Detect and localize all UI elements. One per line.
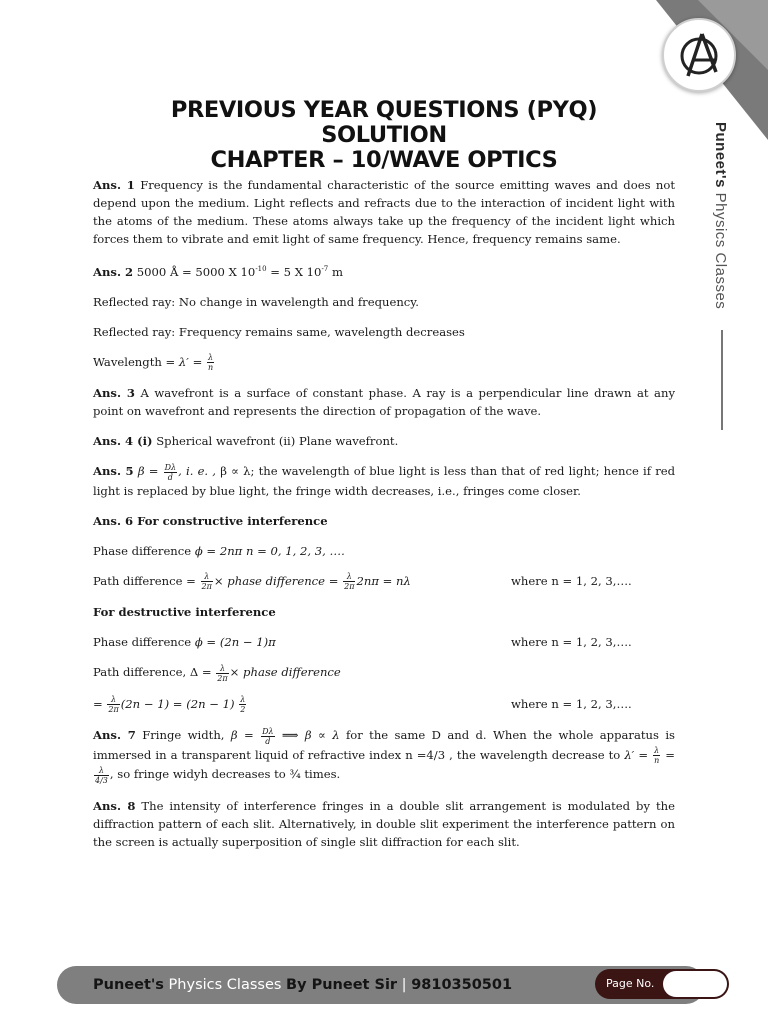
answer-3-text: A wavefront is a surface of constant phase. A ray is a perpendicular line drawn at any point on wavefront and represents the direction of propagation of the wave. <box>93 386 675 419</box>
answer-4-label: Ans. 4 (i) <box>93 434 153 449</box>
math: ϕ = (2n − 1)π <box>194 635 276 650</box>
wavelength-label: Wavelength = <box>93 354 179 369</box>
answer-4-text: Spherical wavefront (ii) Plane wavefront. <box>156 434 399 449</box>
answer-7-label: Ans. 7 <box>93 728 136 743</box>
answer-6-label: Ans. 6 For constructive interference <box>93 513 328 528</box>
title-line-3: CHAPTER – 10/WAVE OPTICS <box>210 147 558 173</box>
answer-2-text: = 5 X 10 <box>266 264 322 279</box>
where-note: where n = 1, 2, 3,…. <box>511 573 632 588</box>
fraction: $\frac{\lambda}{2\pi}$ <box>201 572 212 592</box>
page-number-label: Page No. <box>606 977 655 990</box>
fraction: $\frac{\lambda}{2\pi}$ <box>108 695 119 715</box>
footer-phone: 9810350501 <box>411 977 513 993</box>
answer-4 <box>93 432 675 450</box>
footer-separator: | <box>397 977 412 993</box>
logo-a-icon <box>664 20 734 90</box>
footer-brand-name: Puneet's <box>93 977 164 993</box>
math: λ′ = <box>178 354 206 369</box>
page-number-badge <box>595 969 729 999</box>
phase-difference-constructive: Phase difference ϕ = 2nπ n = 0, 1, 2, 3, …. <box>93 543 345 558</box>
answer-7: Ans. 7 Fringe width, β = $\frac{D\lambda}{d}$ ⟹ β ∝ λ for the same D and d. When the whole apparatus is immersed in a transparent liquid of refractive index n =4/3 , the wavelength decrease to λ′ = $\frac{\lambda}{n}$ = $\frac{\lambda}{4/3}$ , so fringe widyh decreases to ¾ times. <box>93 726 676 785</box>
side-brand-name: Puneet's <box>712 122 729 188</box>
answer-8-label: Ans. 8 <box>93 798 136 813</box>
path-difference-destructive: Path difference, Δ = $\frac{\lambda}{2\pi}$ × phase difference <box>93 663 341 683</box>
fraction: $\frac{\lambda}{n}$ <box>654 746 660 766</box>
title-line-2: SOLUTION <box>321 122 447 148</box>
answer-2-line-4 <box>93 353 675 373</box>
answer-8 <box>93 797 675 851</box>
exponent: -7 <box>321 265 329 273</box>
answer-list <box>93 176 675 863</box>
answer-2-label: Ans. 2 <box>93 264 134 279</box>
exponent: -10 <box>255 265 267 273</box>
answer-2-text: 5000 Å = 5000 X 10 <box>136 264 256 279</box>
phase-difference-destructive: Phase difference ϕ = (2n − 1)π where n = 1, 2, 3,…. <box>93 635 632 650</box>
math: , i. e. , <box>178 464 216 479</box>
math: ϕ = 2nπ n = 0, 1, 2, 3, …. <box>194 543 345 558</box>
answer-2-line-3: Reflected ray: Frequency remains same, wavelength decreases <box>93 324 465 339</box>
answer-8-text: The intensity of interference fringes in a double slit arrangement is modulated by the diffraction pattern of each slit. Alternatively, in double slit experiment the interference pattern on the screen is actually superposition of single slit diffraction for each slit. <box>93 798 675 849</box>
math: β = <box>137 464 163 479</box>
path-difference-constructive: Path difference = $\frac{\lambda}{2\pi}$ × phase difference = $\frac{\lambda}{2\pi}$ 2nπ = nλ where n = 1, 2, 3,…. <box>93 572 632 592</box>
fraction: $\frac{D\lambda}{d}$ <box>262 726 274 746</box>
page-number-box <box>663 971 727 997</box>
answer-3 <box>93 384 675 420</box>
fraction: $\frac{\lambda}{n}$ <box>207 353 214 373</box>
answer-1-label: Ans. 1 <box>93 178 135 192</box>
where-note: where n = 1, 2, 3,…. <box>511 696 632 711</box>
title-line-1: PREVIOUS YEAR QUESTIONS (PYQ) <box>170 97 598 123</box>
footer-author: By Puneet Sir <box>286 977 398 993</box>
page-title <box>0 98 768 173</box>
side-divider <box>721 330 723 430</box>
destructive-heading: For destructive interference <box>93 605 276 620</box>
answer-2-text: m <box>328 264 343 279</box>
fraction: $\frac{\lambda}{4/3}$ <box>95 765 108 785</box>
answer-2-line-2: Reflected ray: No change in wavelength and frequency. <box>93 294 419 309</box>
answer-5-label: Ans. 5 <box>93 464 134 479</box>
answer-1 <box>93 176 675 248</box>
answer-5 <box>93 462 675 500</box>
destructive-equation: = $\frac{\lambda}{2\pi}$ (2n − 1) = (2n − 1) $\frac{\lambda}{2}$ where n = 1, 2, 3,…. <box>93 695 632 715</box>
answer-2 <box>93 260 675 281</box>
side-brand-rest: Physics Classes <box>712 192 729 310</box>
answer-5-text: β ∝ λ; the wavelength of blue light is less than that of red light; hence if red light is replaced by blue light, the fringe width decreases, i.e., fringes come closer. <box>93 464 676 498</box>
fraction: $\frac{\lambda}{2\pi}$ <box>344 572 355 592</box>
fraction: $\frac{D\lambda}{d}$ <box>164 462 177 482</box>
brand-logo <box>662 18 736 92</box>
answer-3-label: Ans. 3 <box>93 386 135 401</box>
fraction: $\frac{\lambda}{2}$ <box>240 695 246 715</box>
fraction: $\frac{\lambda}{2\pi}$ <box>217 663 228 683</box>
where-note: where n = 1, 2, 3,…. <box>511 635 632 650</box>
answer-1-text: Frequency is the fundamental characteristic of the source emitting waves and does not depend upon the medium. Light reflects and refracts due to the interaction of incident light with the atoms of the medium. These atoms always take up the frequency of the incident light which forces them to vibrate and emit light of same frequency. Hence, frequency remains same. <box>93 178 676 246</box>
footer-brand-rest: Physics Classes <box>163 977 287 993</box>
answer-6-heading <box>93 512 675 530</box>
